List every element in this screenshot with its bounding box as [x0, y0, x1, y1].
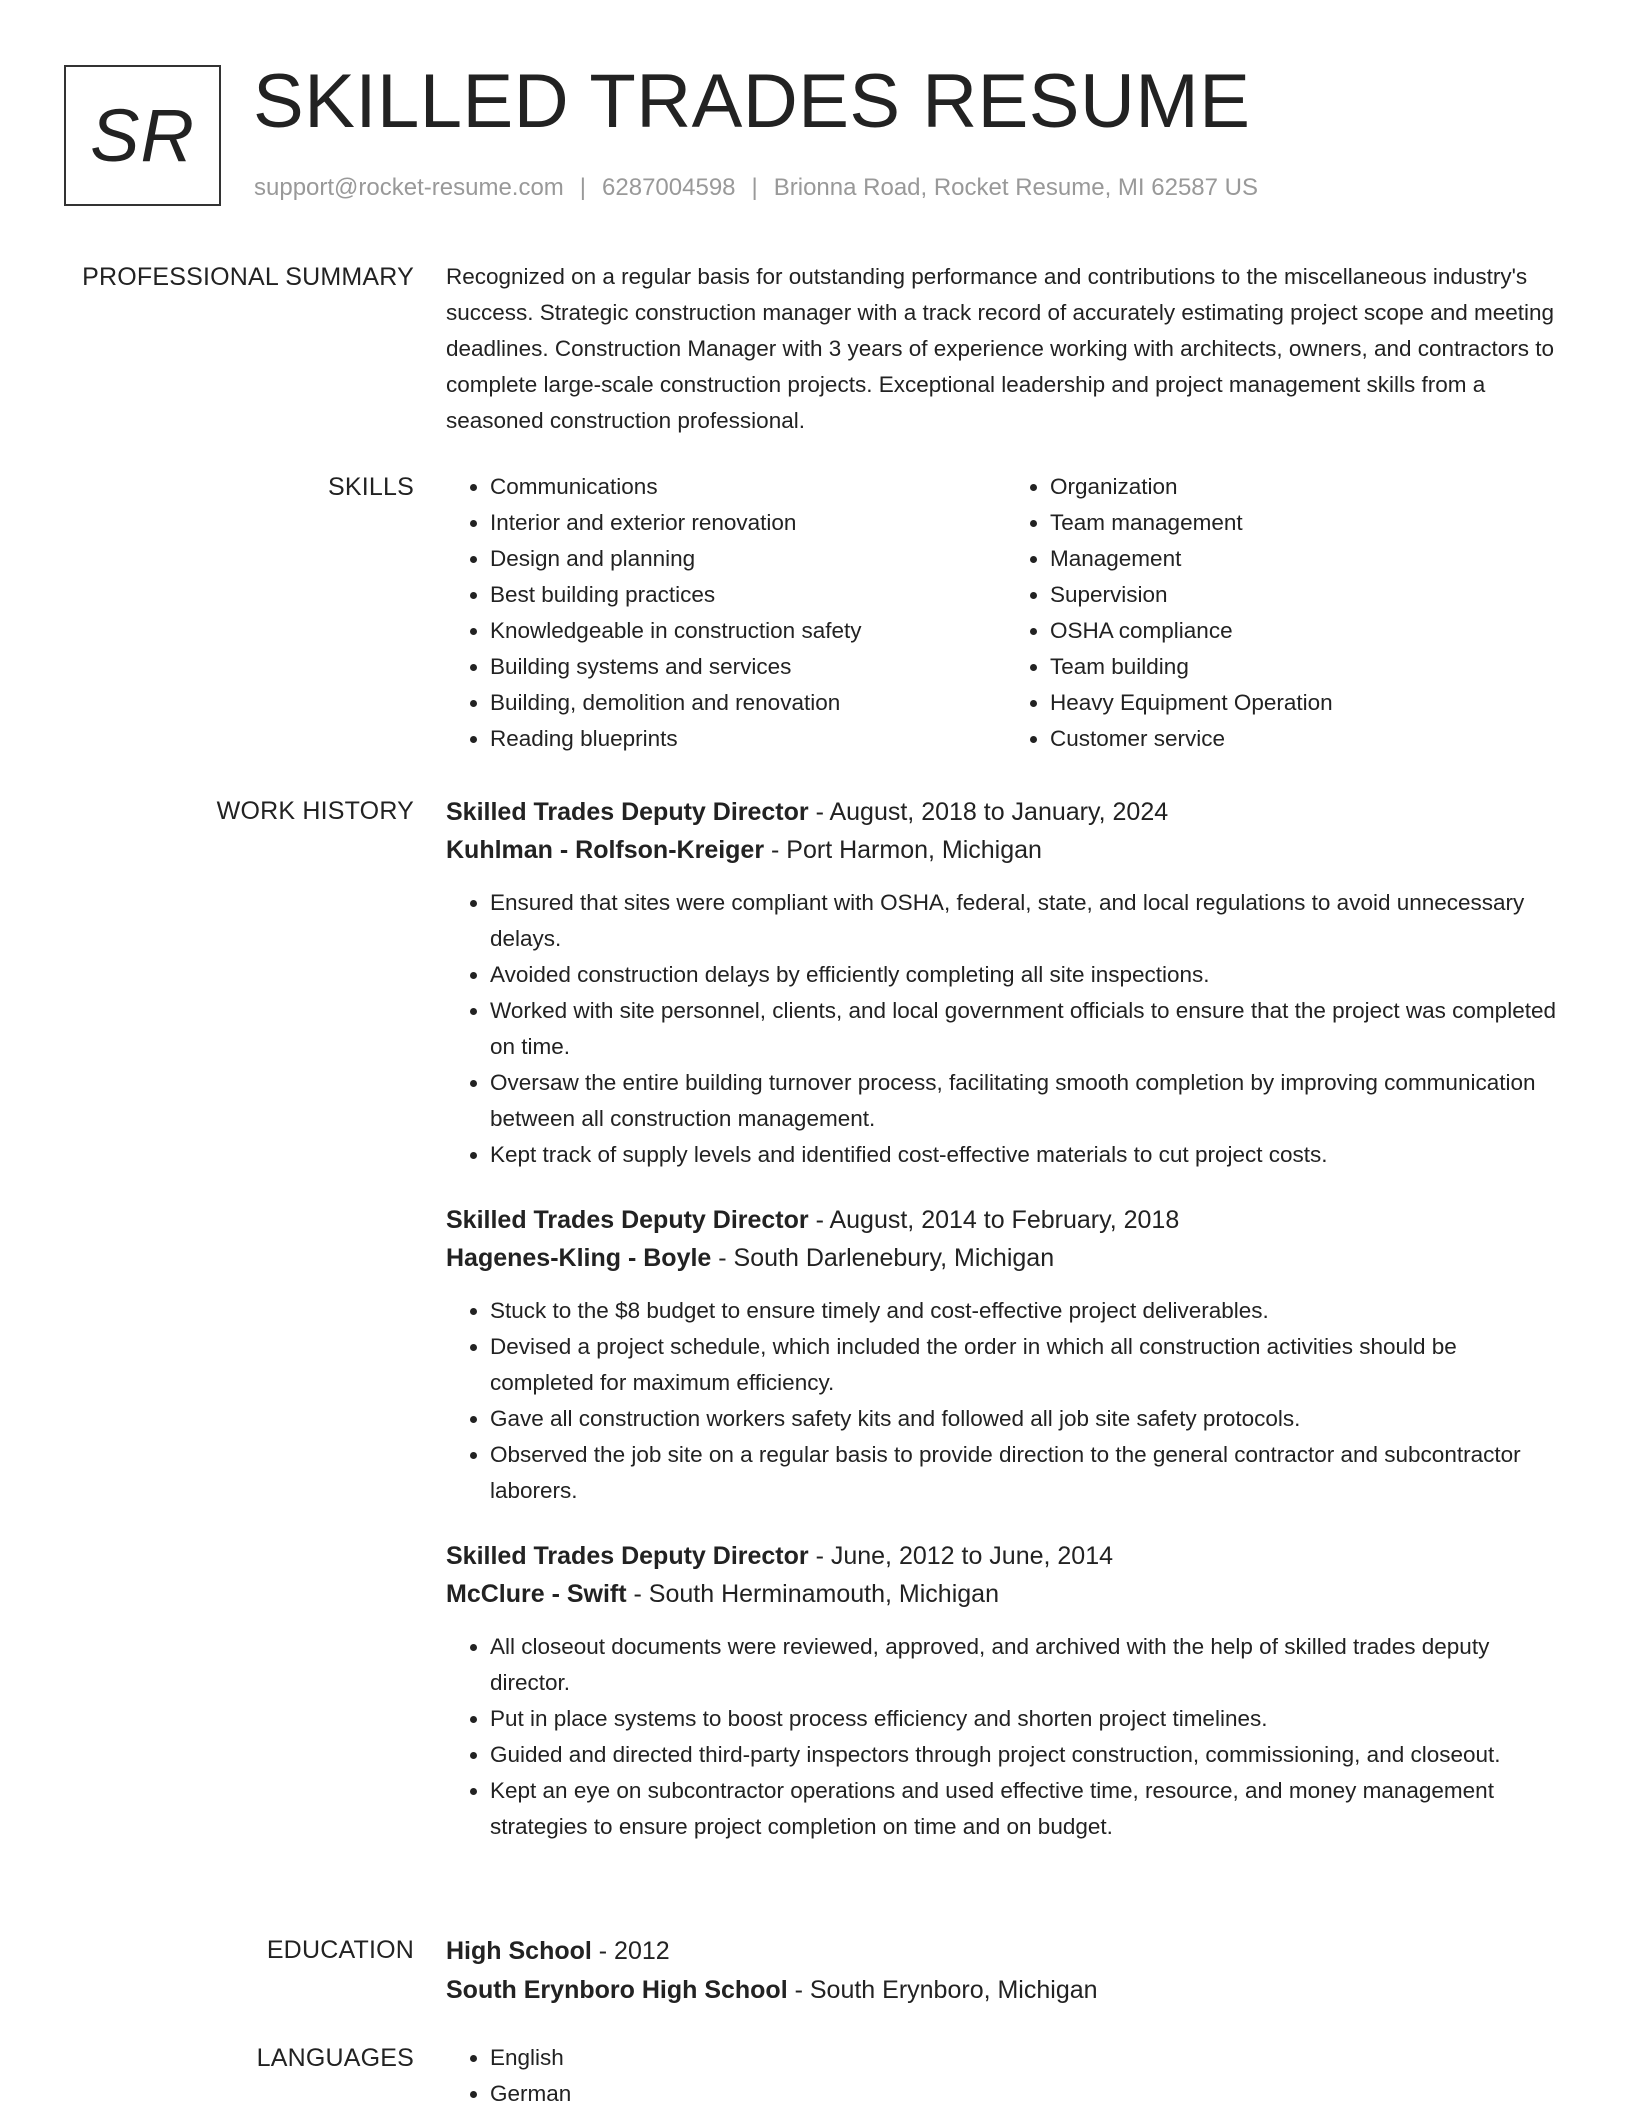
skill-item: • Supervision	[1050, 577, 1566, 613]
language-item: • English	[490, 2040, 1566, 2076]
job-duty: • Ensured that sites were compliant with OSHA, federal, state, and local regulations to avoid unnecessary delays.	[490, 885, 1566, 957]
education-degree-line	[446, 1932, 1566, 1971]
contact-line	[254, 174, 1258, 202]
job-title-line	[446, 793, 1566, 831]
job-duty: • Avoided construction delays by efficiently completing all site inspections.	[490, 957, 1566, 993]
job-duties	[446, 885, 1566, 1173]
contact-email[interactable]: support@rocket-resume.com	[254, 174, 564, 201]
dash: -	[808, 798, 830, 826]
education-degree: High School	[446, 1937, 592, 1965]
job-dates: August, 2018 to January, 2024	[829, 798, 1169, 826]
job-company: Kuhlman - Rolfson-Kreiger	[446, 836, 765, 864]
skill-item: • Knowledgeable in construction safety	[490, 613, 1006, 649]
education-school: South Erynboro High School	[446, 1976, 788, 2004]
dash: -	[787, 1976, 810, 2004]
work-history-content	[446, 793, 1566, 1873]
skill-item: • Reading blueprints	[490, 721, 1006, 757]
skill-item: • Organization	[1050, 469, 1566, 505]
education-label: EDUCATION	[266, 1936, 414, 1964]
job-entry	[446, 1201, 1566, 1509]
job-duty: • Put in place systems to boost process efficiency and shorten project timelines.	[490, 1701, 1566, 1737]
dash: -	[808, 1542, 831, 1570]
job-company: McClure - Swift	[446, 1580, 627, 1608]
skills-list-left	[446, 469, 1006, 757]
summary-text: Recognized on a regular basis for outstanding performance and contributions to the miscellaneous industry's success. Strategic construction manager with a track record of accurately estimating project scope and meeting deadlines. Construction Manager with 3 years of experience working with architects, owners, and contractors to complete large-scale construction projects. Exceptional leadership and project management skills from a seasoned construction professional.	[446, 264, 1555, 433]
job-duty: • All closeout documents were reviewed, approved, and archived with the help of skilled trades deputy director.	[490, 1629, 1566, 1701]
job-dates: June, 2012 to June, 2014	[830, 1542, 1114, 1570]
job-title: Skilled Trades Deputy Director	[446, 798, 809, 826]
skill-item: • OSHA compliance	[1050, 613, 1566, 649]
job-location: South Herminamouth, Michigan	[648, 1580, 999, 1608]
job-location: Port Harmon, Michigan	[786, 836, 1042, 864]
skill-item: • Team management	[1050, 505, 1566, 541]
contact-address: Brionna Road, Rocket Resume, MI 62587 US	[773, 174, 1258, 201]
skill-item: • Management	[1050, 541, 1566, 577]
job-duty: • Gave all construction workers safety kits and followed all job site safety protocols.	[490, 1401, 1566, 1437]
job-duty: • Observed the job site on a regular basis to provide direction to the general contractor and subcontractor laborers.	[490, 1437, 1566, 1509]
job-company: Hagenes-Kling - Boyle	[446, 1244, 712, 1272]
education-school-line	[446, 1971, 1566, 2010]
dash: -	[626, 1580, 649, 1608]
job-duty: • Guided and directed third-party inspectors through project construction, commissioning, and closeout.	[490, 1737, 1566, 1773]
job-company-line	[446, 1575, 1566, 1613]
job-title: Skilled Trades Deputy Director	[446, 1542, 809, 1570]
job-dates: August, 2014 to February, 2018	[829, 1206, 1180, 1234]
summary-label: PROFESSIONAL SUMMARY	[82, 263, 414, 291]
job-duties	[446, 1629, 1566, 1845]
skill-item: • Heavy Equipment Operation	[1050, 685, 1566, 721]
education-location: South Erynboro, Michigan	[809, 1976, 1098, 2004]
job-duty: • Worked with site personnel, clients, and local government officials to ensure that the project was completed on time.	[490, 993, 1566, 1065]
languages-content	[446, 2040, 1566, 2112]
job-duty: • Kept an eye on subcontractor operations and used effective time, resource, and money management strategies to ensure project completion on time and on budget.	[490, 1773, 1566, 1845]
job-entry	[446, 793, 1566, 1173]
education-year: 2012	[614, 1937, 670, 1965]
language-item: • German	[490, 2076, 1566, 2112]
job-company-line	[446, 831, 1566, 869]
languages-list	[446, 2040, 1566, 2112]
skill-item: • Customer service	[1050, 721, 1566, 757]
resume-title: SKILLED TRADES RESUME	[253, 59, 1251, 144]
languages-label: LANGUAGES	[256, 2044, 414, 2072]
skills-list-right	[1006, 469, 1566, 757]
skills-label: SKILLS	[328, 473, 414, 501]
skill-item: • Best building practices	[490, 577, 1006, 613]
skill-item: • Building systems and services	[490, 649, 1006, 685]
skill-item: • Design and planning	[490, 541, 1006, 577]
contact-separator: |	[751, 174, 758, 201]
skill-item: • Team building	[1050, 649, 1566, 685]
dash: -	[591, 1937, 615, 1965]
job-duty: • Oversaw the entire building turnover process, facilitating smooth completion by improving communication between all construction management.	[490, 1065, 1566, 1137]
contact-separator: |	[579, 174, 587, 201]
summary-content	[446, 259, 1566, 439]
dash: -	[808, 1206, 830, 1234]
job-duty: • Kept track of supply levels and identified cost-effective materials to cut project costs.	[490, 1137, 1566, 1173]
skill-item: • Building, demolition and renovation	[490, 685, 1006, 721]
education-content	[446, 1932, 1566, 2010]
job-title-line	[446, 1537, 1566, 1575]
work-history-label: WORK HISTORY	[216, 797, 414, 825]
job-company-line	[446, 1239, 1566, 1277]
job-duties	[446, 1293, 1566, 1509]
job-title: Skilled Trades Deputy Director	[446, 1206, 809, 1234]
dash: -	[711, 1244, 734, 1272]
job-duty: • Stuck to the $8 budget to ensure timely and cost-effective project deliverables.	[490, 1293, 1566, 1329]
contact-phone[interactable]: 6287004598	[602, 174, 736, 201]
initials-monogram: SR	[64, 65, 221, 206]
dash: -	[764, 836, 787, 864]
job-title-line	[446, 1201, 1566, 1239]
job-entry	[446, 1537, 1566, 1845]
skills-content	[446, 469, 1566, 757]
job-location: South Darlenebury, Michigan	[733, 1244, 1055, 1272]
skill-item: • Communications	[490, 469, 1006, 505]
skill-item: • Interior and exterior renovation	[490, 505, 1006, 541]
job-duty: • Devised a project schedule, which included the order in which all construction activities should be completed for maximum efficiency.	[490, 1329, 1566, 1401]
